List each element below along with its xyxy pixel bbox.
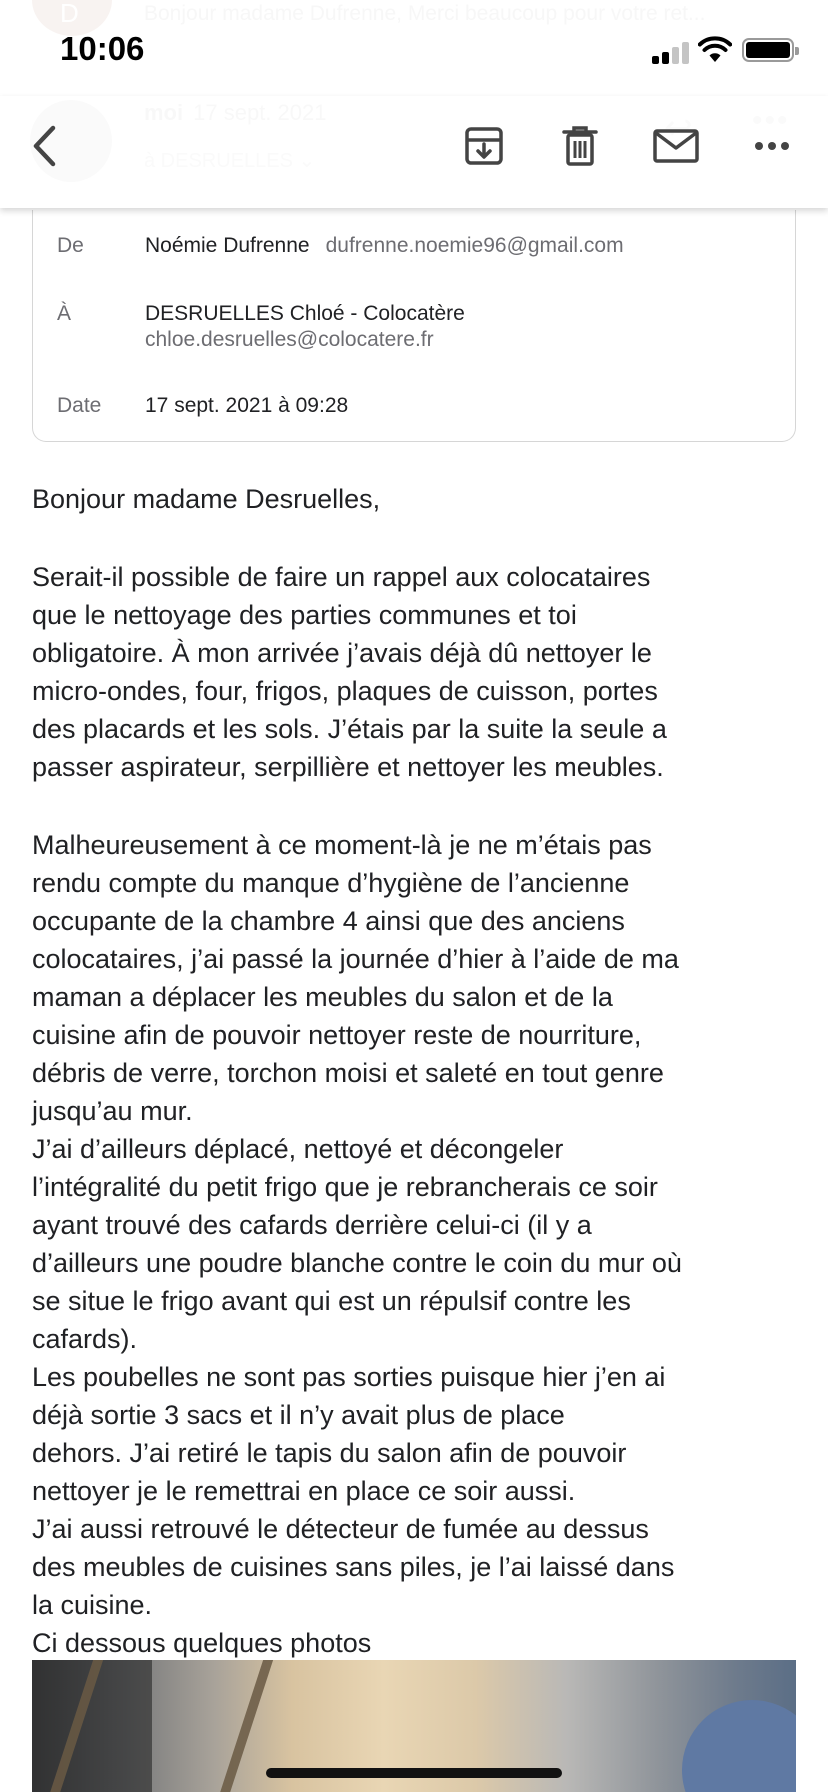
message-toolbar	[0, 96, 828, 208]
body-line: Les poubelles ne sont pas sorties puisque hier j’en ai	[32, 1362, 666, 1392]
message-body	[32, 480, 802, 1662]
paragraph-1	[32, 558, 802, 786]
body-line: la cuisine.	[32, 1590, 153, 1620]
message-details	[32, 210, 796, 442]
body-line: d’ailleurs une poudre blanche contre le coin du mur où	[32, 1248, 682, 1278]
body-line: micro-ondes, four, frigos, plaques de cuisson, portes	[32, 676, 658, 706]
body-line: J’ai aussi retrouvé le détecteur de fumée au dessus	[32, 1514, 649, 1544]
paragraph-2	[32, 826, 802, 1662]
body-line: rendu compte du manque d’hygiène de l’ancienne	[32, 868, 630, 898]
body-line: déjà sortie 3 sacs et il n’y avait plus de place	[32, 1400, 565, 1430]
body-line: ayant trouvé des cafards derrière celui-ci (il y a	[32, 1210, 592, 1240]
cellular-signal-icon	[652, 42, 690, 64]
body-line: nettoyer je le remettrai en place ce soir aussi.	[32, 1476, 576, 1506]
body-line: débris de verre, torchon moisi et saleté en tout genre	[32, 1058, 664, 1088]
date-value: 17 sept. 2021 à 09:28	[145, 394, 349, 417]
home-indicator	[266, 1768, 562, 1778]
from-line	[145, 234, 624, 258]
body-line: jusqu’au mur.	[32, 1096, 193, 1126]
status-bar	[0, 0, 828, 96]
from-email[interactable]: dufrenne.noemie96@gmail.com	[325, 234, 624, 257]
to-email[interactable]: chloe.desruelles@colocatere.fr	[145, 328, 434, 351]
body-line: Ci dessous quelques photos	[32, 1628, 372, 1658]
more-icon[interactable]	[742, 116, 802, 176]
status-time: 10:06	[60, 30, 145, 67]
archive-icon[interactable]	[454, 116, 514, 176]
body-line: cafards).	[32, 1324, 138, 1354]
body-line: passer aspirateur, serpillière et nettoyer les meubles.	[32, 752, 664, 782]
to-name[interactable]: DESRUELLES Chloé - Colocatère	[145, 302, 465, 325]
body-line: l’intégralité du petit frigo que je rebrancherais ce soir	[32, 1172, 658, 1202]
body-line: cuisine afin de pouvoir nettoyer reste de nourriture,	[32, 1020, 642, 1050]
body-line: colocataires, j’ai passé la journée d’hier à l’aide de ma	[32, 944, 679, 974]
body-line: des placards et les sols. J’étais par la suite la seule a	[32, 714, 667, 744]
body-line: occupante de la chambre 4 ainsi que des anciens	[32, 906, 625, 936]
battery-icon	[742, 38, 794, 62]
body-line: dehors. J’ai retiré le tapis du salon afin de pouvoir	[32, 1438, 627, 1468]
from-label: De	[57, 234, 84, 257]
body-line: Malheureusement à ce moment-là je ne m’étais pas	[32, 830, 652, 860]
back-chevron-icon[interactable]	[14, 116, 74, 176]
body-line: se situe le frigo avant qui est un répulsif contre les	[32, 1286, 631, 1316]
date-label: Date	[57, 394, 102, 417]
from-name[interactable]: Noémie Dufrenne	[145, 234, 310, 257]
trash-icon[interactable]	[550, 116, 610, 176]
body-line: obligatoire. À mon arrivée j’avais déjà dû nettoyer le	[32, 638, 652, 668]
body-line: maman a déplacer les meubles du salon et de la	[32, 982, 613, 1012]
wifi-icon	[698, 36, 732, 64]
body-line: que le nettoyage des parties communes et toi	[32, 600, 577, 630]
to-label: À	[57, 302, 72, 325]
body-line: des meubles de cuisines sans piles, je l’ai laissé dans	[32, 1552, 675, 1582]
body-line: J’ai d’ailleurs déplacé, nettoyé et décongeler	[32, 1134, 564, 1164]
mail-icon[interactable]	[646, 116, 706, 176]
body-line: Serait-il possible de faire un rappel aux colocataires	[32, 562, 651, 592]
greeting: Bonjour madame Desruelles,	[32, 484, 381, 514]
